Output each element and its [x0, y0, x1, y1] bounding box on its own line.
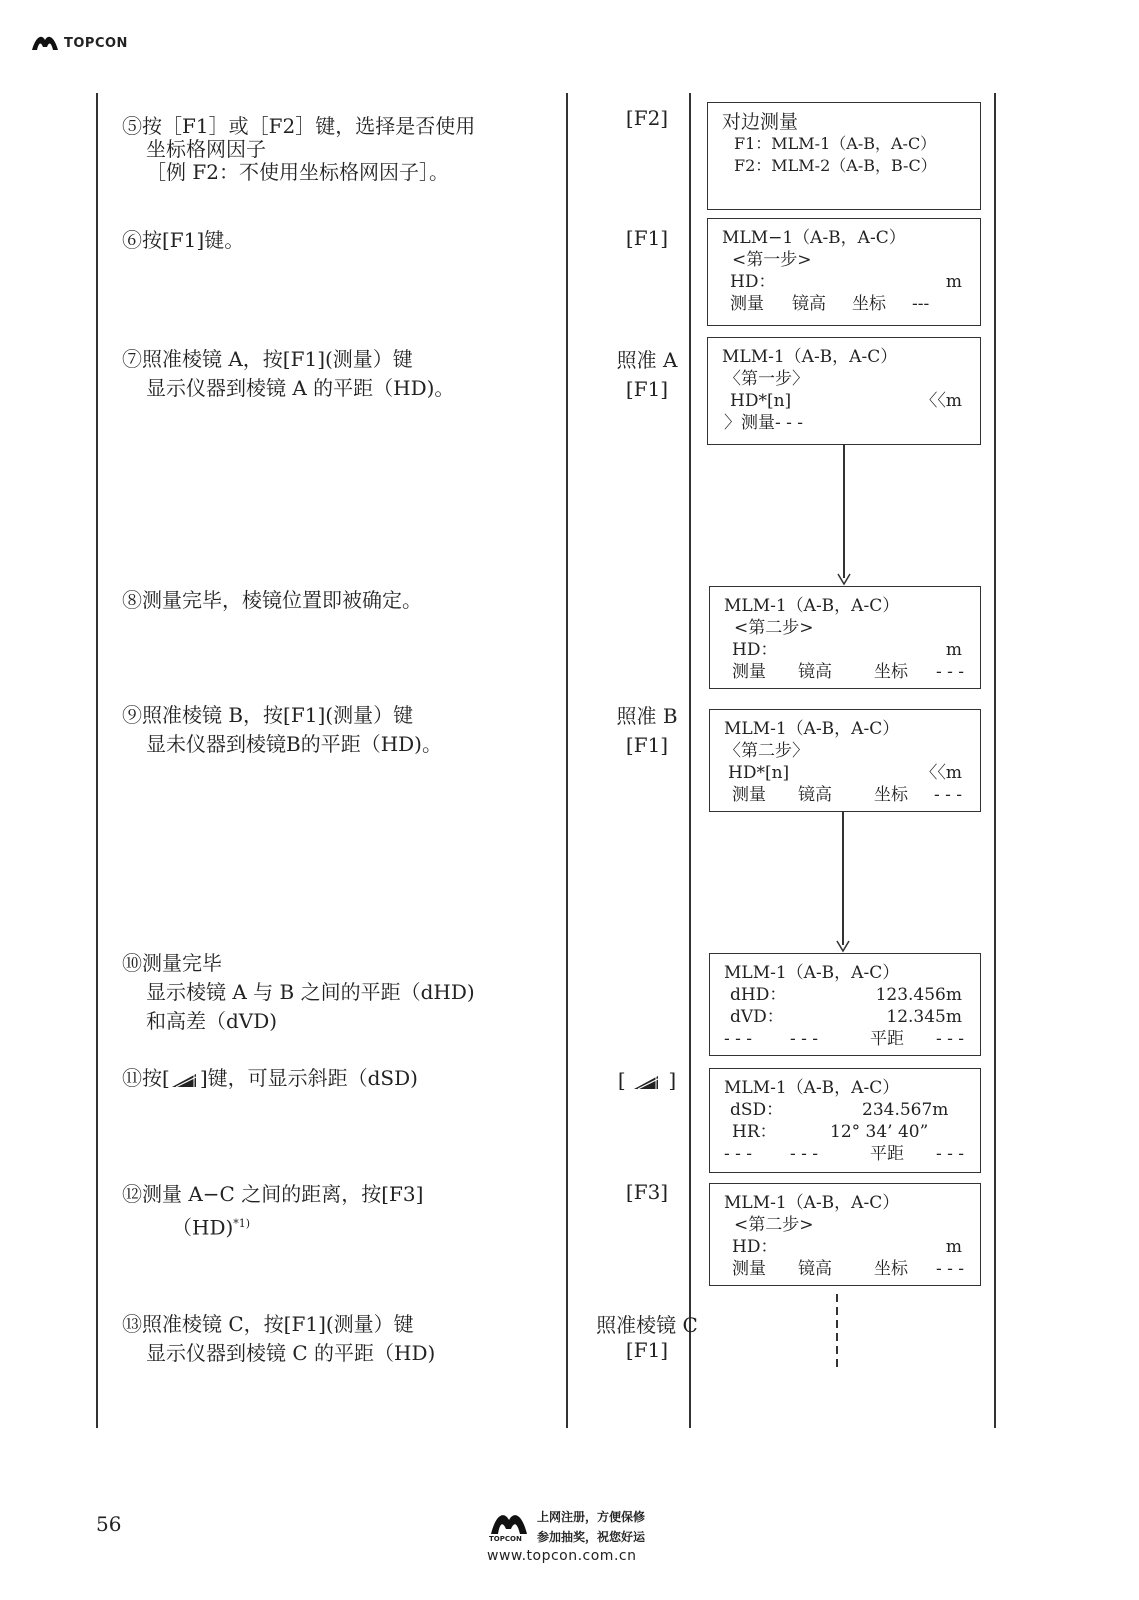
display-hr-label: HR：: [732, 1122, 777, 1142]
softkey-measure: 测量: [732, 785, 766, 805]
softkey-measure: 测量: [732, 1259, 766, 1279]
display-step2-ready-c: [709, 1183, 981, 1286]
softkey-empty: - - -: [790, 1144, 819, 1164]
display-hr-value: 12° 34’ 40”: [830, 1122, 929, 1142]
display-hd-label: HD：: [732, 1237, 778, 1257]
softkey-coordinates: 坐标: [874, 785, 908, 805]
display-dvd-label: dVD：: [730, 1007, 784, 1027]
display-title: MLM-1（A-B，A-C）: [724, 963, 900, 983]
step-13: [122, 1310, 435, 1368]
softkey-target-height: 镜高: [798, 662, 832, 682]
key-step-12: [585, 1178, 709, 1207]
softkey-coordinates: 坐标: [852, 294, 886, 314]
display-title: MLM-1（A-B，A-C）: [724, 1193, 900, 1213]
display-dsd-label: dSD：: [730, 1100, 784, 1120]
flow-arrow-line-2: [842, 812, 844, 945]
softkey-target-height: 镜高: [798, 1259, 832, 1279]
key-step-5: [585, 104, 709, 133]
step-8-line1: ⑧测量完毕，棱镜位置即被确定。: [122, 588, 422, 612]
display-title: MLM-1（A-B，A-C）: [724, 596, 900, 616]
arrow-down-icon: [836, 572, 852, 586]
display-title: MLM-1（A-B，A-C）: [724, 719, 900, 739]
key-step-9: [585, 702, 709, 760]
display-unit: 〈〈m: [920, 763, 962, 783]
step-11-text-a: ⑪按[: [122, 1066, 170, 1090]
continuation-dashed-line: [834, 1294, 840, 1370]
softkey-empty: - - -: [790, 1029, 819, 1049]
softkey-empty: - - -: [936, 1259, 965, 1279]
step-12-line2: （HD): [172, 1215, 234, 1240]
key-sight-a: 照准 A: [616, 348, 678, 372]
footer-slogan-2: 参加抽奖，祝您好运: [537, 1530, 646, 1544]
softkey-empty: - - -: [934, 785, 963, 805]
display-measuring-status: 〉测量- - -: [724, 413, 804, 433]
display-mlm-menu: [707, 102, 981, 210]
key-step-7: [585, 346, 709, 404]
flow-arrow-line-1: [843, 445, 845, 578]
display-unit: m: [945, 272, 962, 292]
display-step-label: 〈第一步〉: [724, 369, 809, 389]
key-step-6: [585, 224, 709, 253]
step-13-line1: ⑬照准棱镜 C，按[F1](测量）键: [122, 1312, 414, 1336]
display-unit: m: [945, 1237, 962, 1257]
display-title: MLM-1（A-B，A-C）: [724, 1078, 900, 1098]
step-5: [122, 112, 475, 187]
footer-brand: TOPCON: [489, 1535, 522, 1543]
display-step-label: <第一步>: [732, 250, 812, 270]
display-title: MLM-1（A-B，A-C）: [722, 347, 898, 367]
display-hd-measuring: HD*[n]: [730, 391, 792, 411]
key-sight-b: 照准 B: [616, 704, 678, 728]
column-rule-middle: [566, 93, 568, 1428]
step-9-line1: ⑨照准棱镜 B，按[F1](测量）键: [122, 703, 414, 727]
display-slope-distance: [709, 1068, 981, 1173]
step-6-line1: ⑥按[F1]键。: [122, 228, 245, 252]
key-f1: [F1]: [625, 1338, 669, 1362]
key-sight-c: 照准棱镜 C: [596, 1313, 698, 1337]
softkey-empty: - - -: [936, 1029, 965, 1049]
softkey-empty: - - -: [936, 662, 965, 682]
arrow-down-icon: [835, 939, 851, 953]
display-step-label: <第二步>: [734, 618, 814, 638]
step-10-line2: 显示棱镜 A 与 B 之间的平距（dHD): [146, 980, 475, 1004]
step-10: [122, 949, 475, 1036]
topcon-logo-mark-icon: [30, 32, 60, 52]
softkey-measure: 测量: [732, 662, 766, 682]
footer-url-link[interactable]: www.topcon.com.cn: [487, 1548, 637, 1564]
step-12: [122, 1180, 423, 1243]
display-step-label: 〈第二步〉: [724, 741, 809, 761]
step-9: [122, 701, 442, 759]
key-f3: [F3]: [625, 1180, 669, 1204]
key-f1: [F1]: [625, 226, 669, 250]
slope-distance-key-icon: [170, 1071, 200, 1089]
softkey-target-height: 镜高: [792, 294, 826, 314]
step-9-line2: 显未仪器到棱镜B的平距（HD)。: [146, 732, 442, 756]
display-hd-label: HD：: [732, 640, 778, 660]
display-unit: 〈〈m: [920, 391, 962, 411]
softkey-target-height: 镜高: [798, 785, 832, 805]
step-10-line3: 和高差（dVD): [146, 1009, 278, 1033]
step-6: [122, 226, 244, 255]
topcon-logo: [30, 32, 160, 54]
step-5-line1: ⑤按［F1］或［F2］键，选择是否使用: [122, 114, 476, 138]
softkey-coordinates: 坐标: [874, 1259, 908, 1279]
column-rule-right-outer: [994, 93, 996, 1428]
display-step2-ready-a: [709, 586, 981, 689]
display-dhd-label: dHD：: [730, 985, 787, 1005]
key-step-13: [585, 1311, 709, 1365]
display-hd-measuring: HD*[n]: [728, 763, 790, 783]
page-number: 56: [96, 1512, 122, 1536]
key-f1: [F1]: [625, 377, 669, 401]
step-11-text-b: ]键，可显示斜距（dSD): [199, 1066, 418, 1090]
softkey-horizontal-distance: 平距: [870, 1029, 904, 1049]
key-f1: [F1]: [625, 733, 669, 757]
display-step1-measuring: [707, 337, 981, 445]
softkey-empty: - - -: [936, 1144, 965, 1164]
step-5-line3: ［例 F2：不使用坐标格网因子］。: [146, 160, 449, 184]
key-bracket-open: [: [617, 1068, 626, 1092]
step-7: [122, 345, 454, 403]
step-10-line1: ⑩测量完毕: [122, 951, 222, 975]
step-12-line1: ⑫测量 A−C 之间的距离，按[F3]: [122, 1182, 424, 1206]
display-dvd-value: 12.345m: [886, 1007, 962, 1027]
softkey-empty: ---: [912, 294, 930, 314]
step-11: [122, 1064, 418, 1093]
softkey-coordinates: 坐标: [874, 662, 908, 682]
display-dsd-value: 234.567m: [862, 1100, 949, 1120]
key-f2: [F2]: [625, 106, 669, 130]
step-13-line2: 显示仪器到棱镜 C 的平距（HD): [146, 1341, 436, 1365]
display-step1-ready: [707, 218, 981, 326]
key-bracket-close: ]: [668, 1068, 677, 1092]
topcon-logo-text: TOPCON: [64, 36, 128, 51]
column-rule-left: [96, 93, 98, 1428]
display-hd-label: HD：: [730, 272, 776, 292]
display-menu-option-f2: F2：MLM-2（A-B，B-C）: [734, 156, 937, 175]
display-step-label: <第二步>: [734, 1215, 814, 1235]
slope-distance-key-icon: [632, 1073, 662, 1091]
display-title: MLM−1（A-B，A-C）: [722, 228, 906, 248]
softkey-measure: 测量: [730, 294, 764, 314]
display-dhd-value: 123.456m: [875, 985, 962, 1005]
column-rule-right-inner: [689, 93, 691, 1428]
step-7-line2: 显示仪器到棱镜 A 的平距（HD)。: [146, 376, 455, 400]
softkey-empty: - - -: [724, 1144, 753, 1164]
softkey-horizontal-distance: 平距: [870, 1144, 904, 1164]
display-step2-measuring: [709, 709, 981, 812]
step-7-line1: ⑦照准棱镜 A，按[F1](测量）键: [122, 347, 413, 371]
footer-slogan-1: 上网注册，方便保修: [537, 1510, 646, 1524]
softkey-empty: - - -: [724, 1029, 753, 1049]
step-12-footnote-ref: *1): [233, 1217, 251, 1230]
display-title: 对边测量: [722, 111, 799, 133]
key-step-11: [585, 1066, 709, 1095]
step-8: [122, 586, 422, 615]
display-menu-option-f1: F1：MLM-1（A-B，A-C）: [734, 134, 937, 153]
display-unit: m: [945, 640, 962, 660]
display-result-ab: [709, 953, 981, 1056]
step-5-line2: 坐标格网因子: [146, 137, 266, 161]
